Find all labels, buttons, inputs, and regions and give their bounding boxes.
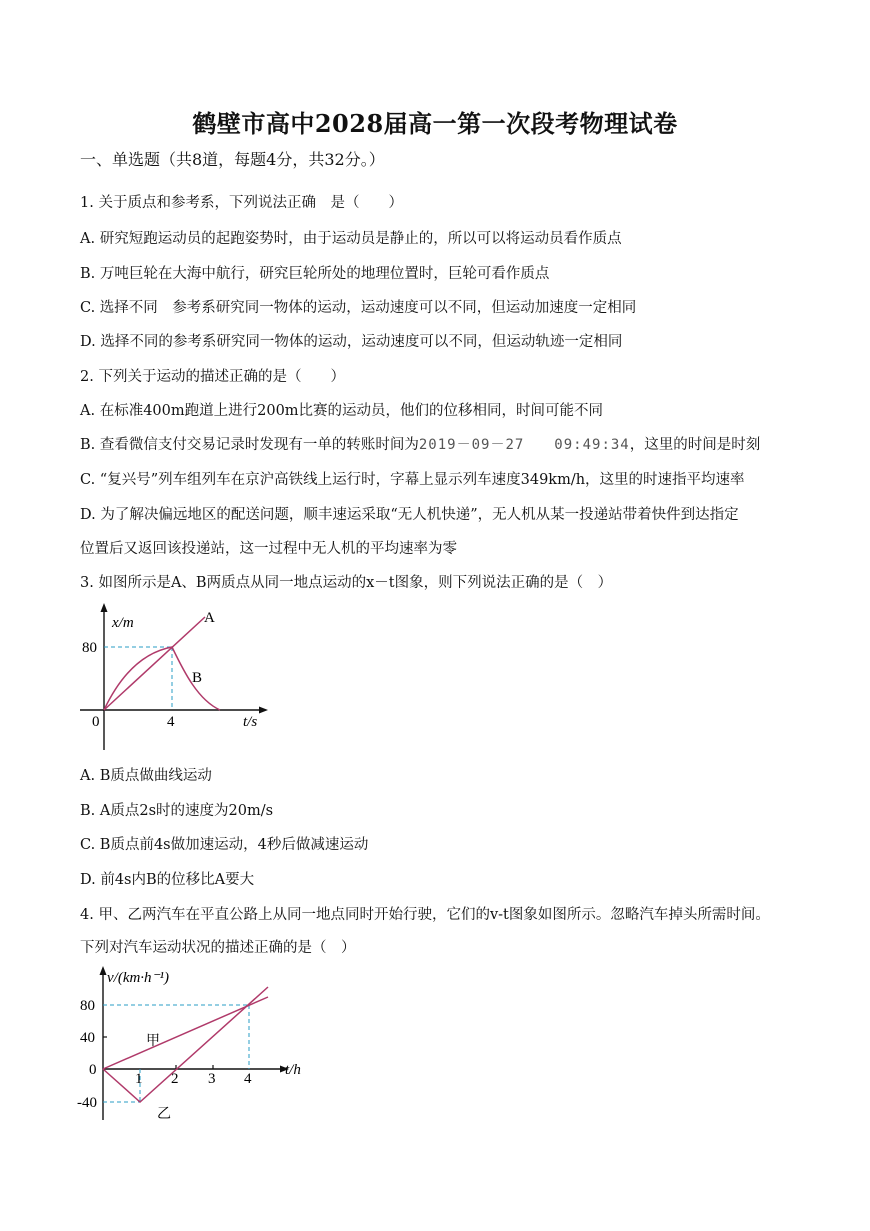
- exam-title: 鹤壁市高中2028届高一第一次段考物理试卷: [192, 109, 678, 138]
- q4-y-axis-label: v/(km·h⁻¹): [107, 970, 169, 986]
- q2-option-a: A. 在标准400m跑道上进行200m比赛的运动员，他们的位移相同，时间可能不同: [80, 403, 604, 419]
- q3-option-b: B. A质点2s时的速度为20m/s: [80, 803, 274, 819]
- q4-stem-line2: 下列对汽车运动状况的描述正确的是（ ）: [80, 940, 356, 956]
- section-heading: 一、单选题（共8道，每题4分，共32分。）: [80, 150, 385, 169]
- q2-stem: 2. 下列关于运动的描述正确的是（ ）: [80, 369, 345, 385]
- q2-timestamp: 2019－09－27 09:49:34: [418, 437, 630, 453]
- q3-x-axis-label: t/s: [243, 714, 258, 730]
- q4-stem-line1: 4. 甲、乙两汽车在平直公路上从同一地点同时开始行驶，它们的v-t图象如图所示。忽略汽车掉头所需时间。: [80, 907, 770, 923]
- q4-y-arrow: [100, 966, 107, 975]
- q4-y-tick-0: 0: [89, 1062, 97, 1078]
- q1-option-c: C. 选择不同 参考系研究同一物体的运动，运动速度可以不同，但运动加速度一定相同: [80, 300, 637, 316]
- q4-x-tick-1: 1: [135, 1071, 143, 1087]
- q3-label-a: A: [204, 610, 215, 626]
- q4-x-axis-label: t/h: [285, 1062, 301, 1078]
- q3-x-tick-4: 4: [167, 714, 175, 730]
- q1-stem: 1. 关于质点和参考系，下列说法正确 是（ ）: [80, 195, 403, 211]
- q1-option-b: B. 万吨巨轮在大海中航行，研究巨轮所处的地理位置时，巨轮可看作质点: [80, 266, 550, 282]
- q2-option-d-line2: 位置后又返回该投递站，这一过程中无人机的平均速率为零: [80, 541, 457, 557]
- q3-option-c: C. B质点前4s做加速运动，4秒后做减速运动: [80, 837, 369, 853]
- q4-x-tick-3: 3: [208, 1071, 216, 1087]
- q3-x-arrow: [259, 707, 268, 714]
- q4-line-jia: [103, 997, 268, 1069]
- q4-y-tick-40: 40: [80, 1030, 95, 1046]
- q3-label-b: B: [192, 670, 203, 686]
- q2-option-d-line1: D. 为了解决偏远地区的配送问题，顺丰速运采取“无人机快递”，无人机从某一投递站带着快件到达指定: [80, 507, 739, 523]
- q4-y-tick-neg40: -40: [77, 1095, 97, 1111]
- q2-option-b: [80, 435, 760, 455]
- q3-xt-graph: [70, 600, 280, 755]
- q3-option-a: A. B质点做曲线运动: [80, 768, 212, 784]
- q4-vt-graph: [75, 962, 315, 1122]
- q4-x-tick-4: 4: [244, 1071, 252, 1087]
- q1-option-d: D. 选择不同的参考系研究同一物体的运动，运动速度可以不同，但运动轨迹一定相同: [80, 334, 623, 350]
- q4-label-jia: 甲: [146, 1034, 160, 1049]
- q2-option-c: C. “复兴号”列车组列车在京沪高铁线上运行时，字幕上显示列车速度349km/h，这里的时速指平均速率: [80, 472, 745, 488]
- q2-option-b-text: B. 查看微信支付交易记录时发现有一单的转账时间为: [80, 437, 419, 453]
- q4-label-yi: 乙: [157, 1107, 171, 1122]
- q3-option-d: D. 前4s内B的位移比A要大: [80, 872, 255, 888]
- q3-origin-label: 0: [92, 714, 100, 730]
- q1-option-a: A. 研究短跑运动员的起跑姿势时，由于运动员是静止的，所以可以将运动员看作质点: [80, 231, 622, 247]
- q3-y-axis-label: x/m: [112, 615, 134, 631]
- q3-stem: 3. 如图所示是A、B两质点从同一地点运动的x－t图象，则下列说法正确的是（ ）: [80, 575, 613, 591]
- q3-y-arrow: [101, 603, 108, 612]
- q2-option-b-suffix: ，这里的时间是时刻: [629, 437, 761, 453]
- q4-y-tick-80: 80: [80, 998, 95, 1014]
- q3-y-tick-80: 80: [82, 640, 97, 656]
- q4-x-tick-2: 2: [171, 1071, 179, 1087]
